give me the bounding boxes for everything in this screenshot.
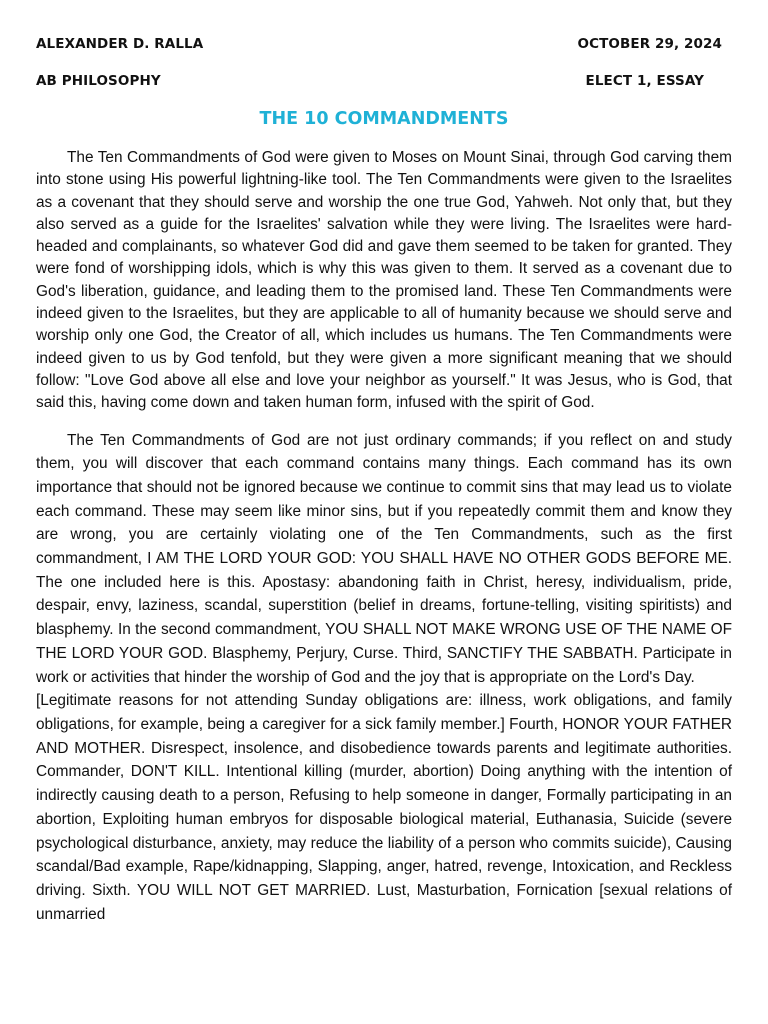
paragraph-2: The Ten Commandments of God are not just ordinary commands; if you reflect on and study them, you will discover that each command contains many things. Each command has its own importance that should not be ignored because we continue to commit sins that may lead us to violate each command. These may seem like minor sins, but if you repeatedly commit them and know they are wrong, you are certainly violating one of the Ten Commandments, such as the first commandment, I AM THE LORD YOUR GOD: YOU SHALL HAVE NO OTHER GODS BEFORE ME. The one included here is this. Apostasy: abandoning faith in Christ, heresy, individualism, pride, despair, envy, laziness, scandal, superstition (belief in dreams, fortune-telling, visiting spiritists) and blasphemy. In the second commandment, YOU SHALL NOT MAKE WRONG USE OF THE NAME OF THE LORD YOUR GOD. Blasphemy, Perjury, Curse. Third, SANCTIFY THE SABBATH. Participate in work or activities that hinder the worship of God and the joy that is appropriate on the Lord's Day. [36, 431, 732, 686]
course-label: ELECT 1, ESSAY [585, 73, 704, 89]
essay-body [36, 147, 732, 926]
paragraph-1: The Ten Commandments of God were given to Moses on Mount Sinai, through God carving them into stone using His powerful lightning-like tool. The Ten Commandments were given to the Israelites as a covenant that they should serve and worship the one true God, Yahweh. Not only that, but they also served as a guide for the Israelites' salvation while they were living. The Israelites were hard-headed and complainants, so whatever God did and gave them seemed to be taken for granted. They were fond of worshipping idols, which is why this was given to them. It served as a covenant due to God's liberation, guidance, and leading them to the promised land. These Ten Commandments were indeed given to the Israelites, but they are applicable to all of humanity because we should serve and worship only one God, the Creator of all, which includes us humans. The Ten Commandments were indeed given to us by God tenfold, but they were given a more significant meaning that we should follow: "Love God above all else and love your neighbor as yourself." It was Jesus, who is God, that said this, having come down and taken human form, infused with the spirit of God. [36, 149, 732, 412]
paragraph-3: [Legitimate reasons for not attending Sunday obligations are: illness, work obligations, and family obligations, for example, being a caregiver for a sick family member.] Fourth, HONOR YOUR FATHER AND MOTHER. Disrespect, insolence, and disobedience towards parents and legitimate authorities. Commander, DON'T KILL. Intentional killing (murder, abortion) Doing anything with the intention of indirectly causing death to a person, Refusing to help someone in danger, Formally participating in an abortion, Exploiting human embryos for disposable biological material, Euthanasia, Suicide (severe psychological disturbance, anxiety, may reduce the liability of a person who commits suicide), Causing scandal/Bad example, Rape/kidnapping, Slapping, anger, hatred, revenge, Intoxication, and Reckless driving. Sixth. YOU WILL NOT GET MARRIED. Lust, Masturbation, Fornication [sexual relations of unmarried [36, 692, 732, 923]
program-name: AB PHILOSOPHY [36, 73, 161, 89]
author-name: ALEXANDER D. RALLA [36, 36, 204, 52]
document-date: OCTOBER 29, 2024 [577, 36, 722, 52]
essay-title: THE 10 COMMANDMENTS [259, 109, 509, 129]
